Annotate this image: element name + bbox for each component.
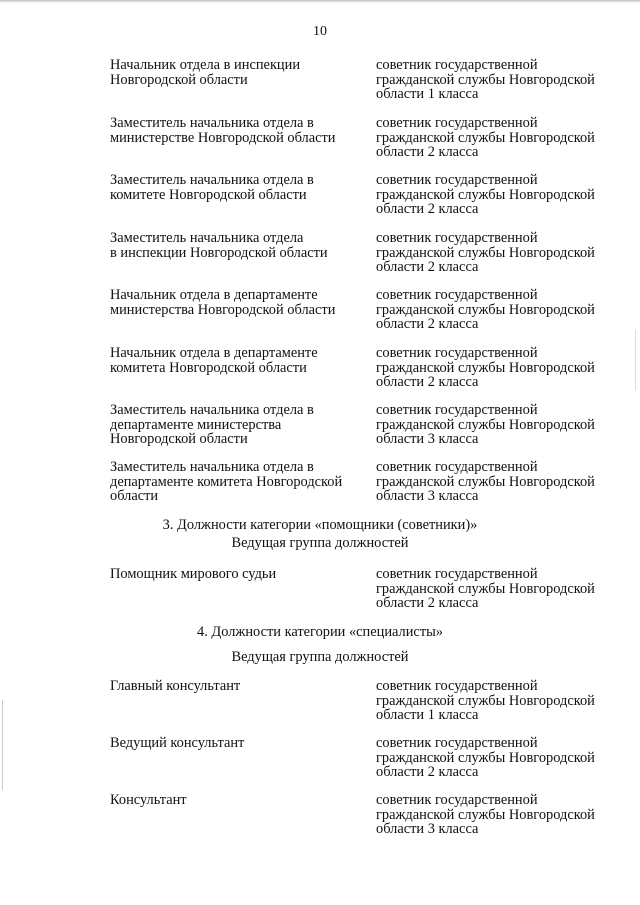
class-rank: советник государственной гражданской службы Новгородской области 2 класса bbox=[376, 115, 595, 160]
class-rank: советник государственной гражданской службы Новгородской области 1 класса bbox=[376, 678, 595, 723]
class-rank: советник государственной гражданской службы Новгородской области 1 класса bbox=[376, 57, 595, 102]
section-title: 3. Должности категории «помощники (советники)» bbox=[162, 517, 478, 533]
position-title: Заместитель начальника отдела в департаменте комитета Новгородской области bbox=[110, 459, 343, 504]
class-rank: советник государственной гражданской службы Новгородской области 3 класса bbox=[376, 792, 595, 837]
class-rank: советник государственной гражданской службы Новгородской области 2 класса bbox=[376, 230, 595, 275]
scan-edge bbox=[0, 0, 640, 4]
position-title: Начальник отдела в департаменте министерства Новгородской области bbox=[110, 287, 336, 318]
page-number: 10 bbox=[313, 24, 327, 39]
position-title: Начальник отдела в департаменте комитета Новгородской области bbox=[110, 345, 318, 376]
position-title: Заместитель начальника отдела в департаменте министерства Новгородской области bbox=[110, 402, 314, 447]
position-title: Главный консультант bbox=[110, 678, 241, 694]
class-rank: советник государственной гражданской службы Новгородской области 2 класса bbox=[376, 566, 595, 611]
position-title: Заместитель начальника отдела в министерстве Новгородской области bbox=[110, 115, 336, 146]
class-rank: советник государственной гражданской службы Новгородской области 2 класса bbox=[376, 287, 595, 332]
position-title: Консультант bbox=[110, 792, 187, 808]
position-title: Начальник отдела в инспекции Новгородской области bbox=[110, 57, 301, 88]
position-title: Помощник мирового судьи bbox=[110, 566, 277, 582]
class-rank: советник государственной гражданской службы Новгородской области 2 класса bbox=[376, 735, 595, 780]
class-rank: советник государственной гражданской службы Новгородской области 3 класса bbox=[376, 459, 595, 504]
position-title: Заместитель начальника отдела в комитете Новгородской области bbox=[110, 172, 314, 203]
group-title: Ведущая группа должностей bbox=[231, 649, 409, 665]
position-title: Заместитель начальника отдела в инспекции Новгородской области bbox=[110, 230, 328, 261]
group-title: Ведущая группа должностей bbox=[231, 535, 409, 551]
section-title: 4. Должности категории «специалисты» bbox=[197, 624, 443, 640]
class-rank: советник государственной гражданской службы Новгородской области 3 класса bbox=[376, 402, 595, 447]
class-rank: советник государственной гражданской службы Новгородской области 2 класса bbox=[376, 172, 595, 217]
scan-margin-mark bbox=[635, 330, 636, 390]
position-title: Ведущий консультант bbox=[110, 735, 245, 751]
class-rank: советник государственной гражданской службы Новгородской области 2 класса bbox=[376, 345, 595, 390]
scan-margin-mark bbox=[2, 700, 3, 790]
